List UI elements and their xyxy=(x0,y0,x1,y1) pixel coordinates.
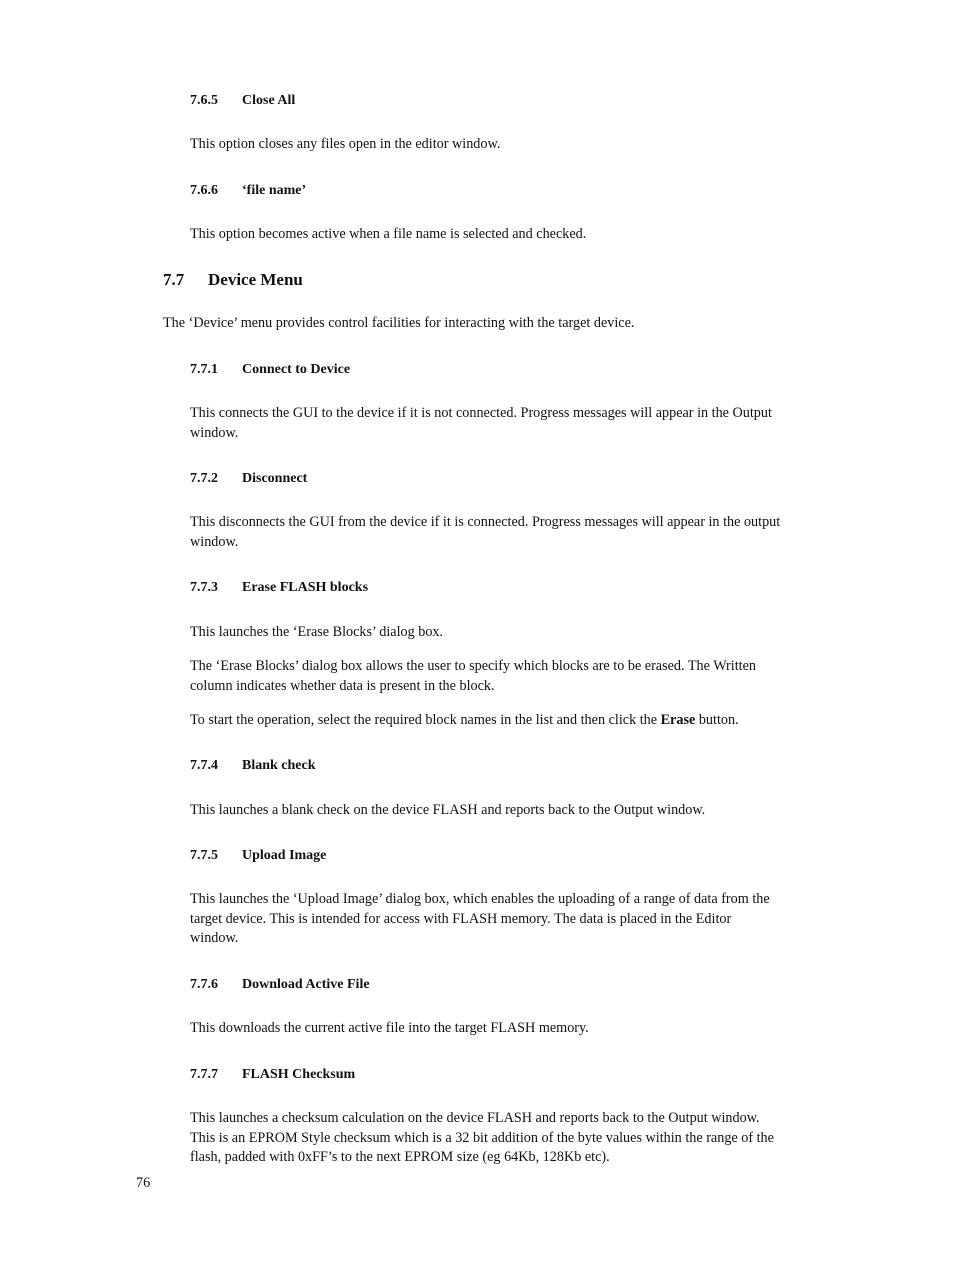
section-number: 7.6.6 xyxy=(190,183,218,198)
section-title: Erase FLASH blocks xyxy=(242,580,369,595)
paragraph-line: This disconnects the GUI from the device if it is connected. Progress messages will appear in the output xyxy=(190,514,781,530)
section-title: ‘file name’ xyxy=(242,183,307,198)
section-heading-7-7-2 xyxy=(190,471,307,487)
paragraph-line: window. xyxy=(190,533,239,550)
paragraph-text: To start the operation, select the required block names in the list and then click the xyxy=(190,712,661,728)
section-title: Close All xyxy=(242,93,296,108)
section-heading-7-7 xyxy=(163,270,303,290)
paragraph xyxy=(190,890,770,949)
section-number: 7.7.7 xyxy=(190,1067,218,1082)
paragraph-line: This launches the ‘Upload Image’ dialog box, which enables the uploading of a range of data from the xyxy=(190,891,770,907)
paragraph-line: The ‘Erase Blocks’ dialog box allows the user to specify which blocks are to be erased. The Written xyxy=(190,658,756,674)
paragraph: This option becomes active when a file name is selected and checked. xyxy=(190,226,587,242)
paragraph xyxy=(190,657,756,696)
paragraph-line: flash, padded with 0xFF’s to the next EPROM size (eg 64Kb, 128Kb etc). xyxy=(190,1149,610,1166)
paragraph: This launches a blank check on the device FLASH and reports back to the Output window. xyxy=(190,802,706,818)
paragraph xyxy=(190,711,739,731)
paragraph-line: This launches a checksum calculation on the device FLASH and reports back to the Output window. xyxy=(190,1110,760,1126)
paragraph-line: This is an EPROM Style checksum which is a 32 bit addition of the byte values within the range of the xyxy=(190,1129,774,1146)
paragraph-text: button. xyxy=(695,712,739,728)
paragraph-line: target device. This is intended for access with FLASH memory. The data is placed in the Editor xyxy=(190,910,732,927)
section-title: Disconnect xyxy=(242,471,308,486)
section-heading-7-7-5 xyxy=(190,848,326,864)
section-number: 7.7.2 xyxy=(190,471,218,486)
section-title: Blank check xyxy=(242,758,316,773)
section-heading-7-7-3 xyxy=(190,580,368,596)
paragraph: The ‘Device’ menu provides control facilities for interacting with the target device. xyxy=(163,315,635,331)
section-title: Upload Image xyxy=(242,848,327,863)
section-heading-7-6-5 xyxy=(190,93,295,109)
paragraph xyxy=(190,513,780,552)
paragraph-line: This connects the GUI to the device if it is not connected. Progress messages will appear in the Output xyxy=(190,405,772,421)
section-number: 7.7.1 xyxy=(190,362,218,377)
section-heading-7-7-4 xyxy=(190,758,316,774)
section-title: Download Active File xyxy=(242,977,370,992)
section-heading-7-6-6 xyxy=(190,183,306,199)
paragraph: This option closes any files open in the editor window. xyxy=(190,136,501,152)
section-heading-7-7-6 xyxy=(190,977,370,993)
section-heading-7-7-7 xyxy=(190,1067,355,1083)
section-number: 7.7.6 xyxy=(190,977,218,992)
paragraph xyxy=(190,1109,774,1168)
erase-button-reference: Erase xyxy=(660,712,696,728)
section-number: 7.6.5 xyxy=(190,93,218,108)
paragraph-line: window. xyxy=(190,424,239,441)
section-number: 7.7.4 xyxy=(190,758,218,773)
paragraph-line: column indicates whether data is present in the block. xyxy=(190,677,495,694)
paragraph: This launches the ‘Erase Blocks’ dialog box. xyxy=(190,624,444,640)
section-number: 7.7.3 xyxy=(190,580,218,595)
section-title: Device Menu xyxy=(208,270,303,289)
paragraph xyxy=(190,404,772,443)
section-heading-7-7-1 xyxy=(190,362,350,378)
section-number: 7.7 xyxy=(163,270,185,289)
section-title: Connect to Device xyxy=(242,362,351,377)
page-number: 76 xyxy=(136,1175,151,1191)
paragraph: This downloads the current active file into the target FLASH memory. xyxy=(190,1020,589,1036)
section-title: FLASH Checksum xyxy=(242,1067,356,1082)
paragraph-line: window. xyxy=(190,930,239,947)
section-number: 7.7.5 xyxy=(190,848,218,863)
